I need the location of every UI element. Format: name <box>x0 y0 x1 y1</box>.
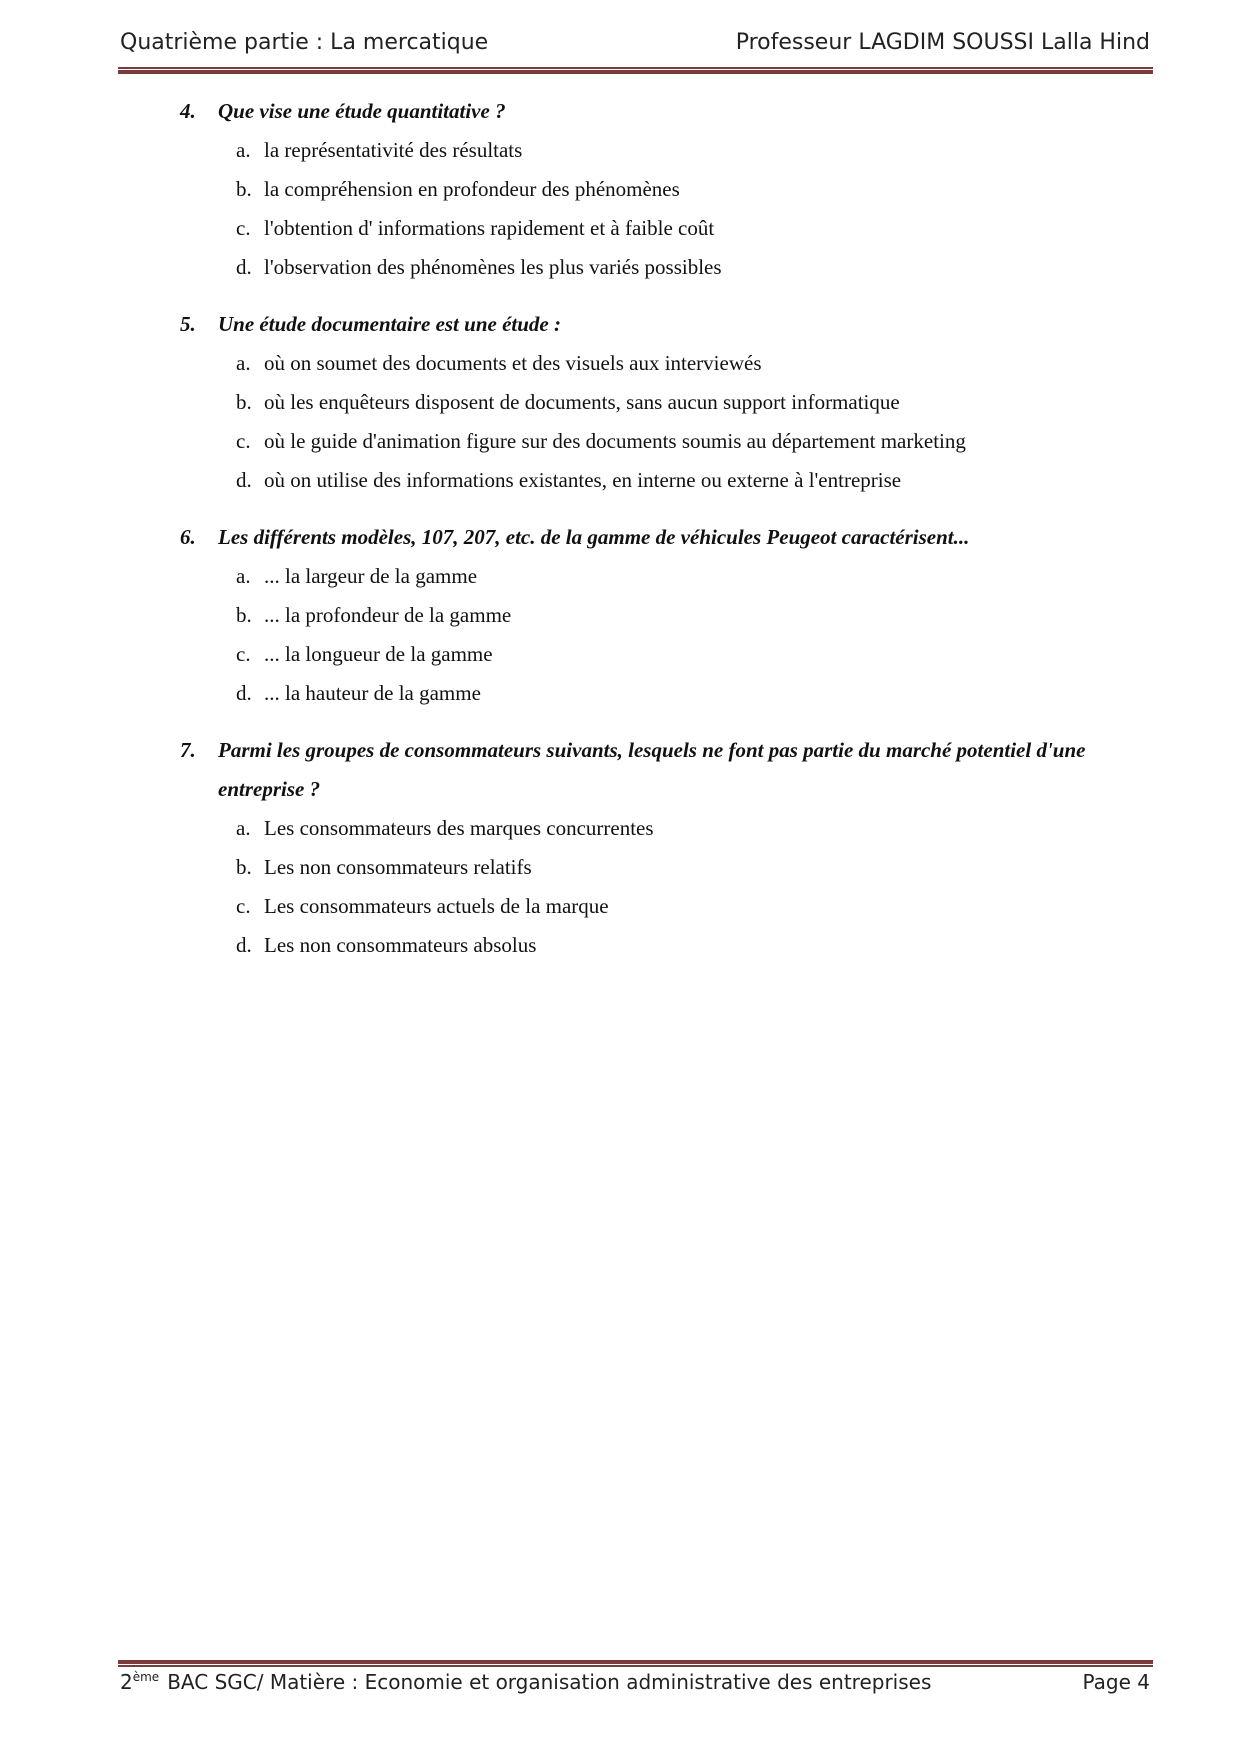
question-number: 5. <box>180 312 196 336</box>
option-b <box>236 383 1140 422</box>
option-letter: d. <box>236 468 252 492</box>
option-text: où on soumet des documents et des visuels aux interviewés <box>264 351 762 375</box>
footer-level-sup: ème <box>132 1670 160 1684</box>
question-list <box>180 92 1140 983</box>
option-text: la compréhension en profondeur des phénomènes <box>264 177 680 201</box>
option-list <box>236 809 1140 965</box>
footer-level-number: 2 <box>120 1670 133 1694</box>
question-text: Que vise une étude quantitative ? <box>218 99 506 123</box>
option-list <box>236 557 1140 713</box>
question-text: Parmi les groupes de consommateurs suivants, lesquels ne font pas partie du marché potentiel d'une entreprise ? <box>218 738 1086 801</box>
option-d <box>236 926 1140 965</box>
option-letter: d. <box>236 933 252 957</box>
option-c <box>236 887 1140 926</box>
header-author: Professeur LAGDIM SOUSSI Lalla Hind <box>735 30 1150 55</box>
option-text: ... la profondeur de la gamme <box>264 603 512 627</box>
option-a <box>236 131 1140 170</box>
option-letter: c. <box>236 894 251 918</box>
option-letter: a. <box>236 138 251 162</box>
question-4 <box>180 92 1140 287</box>
option-a <box>236 809 1140 848</box>
option-letter: b. <box>236 603 252 627</box>
option-b <box>236 848 1140 887</box>
option-text: Les non consommateurs absolus <box>264 933 537 957</box>
option-letter: c. <box>236 429 251 453</box>
option-a <box>236 557 1140 596</box>
option-text: la représentativité des résultats <box>264 138 523 162</box>
option-list <box>236 131 1140 287</box>
option-letter: b. <box>236 855 252 879</box>
header-divider <box>118 67 1153 74</box>
question-number: 7. <box>180 738 196 762</box>
option-letter: b. <box>236 390 252 414</box>
question-text: Une étude documentaire est une étude : <box>218 312 561 336</box>
option-d <box>236 674 1140 713</box>
question-text: Les différents modèles, 107, 207, etc. de la gamme de véhicules Peugeot caractérisent... <box>218 525 970 549</box>
option-text: où les enquêteurs disposent de documents, sans aucun support informatique <box>264 390 900 414</box>
option-letter: b. <box>236 177 252 201</box>
footer-subject: BAC SGC/ Matière : Economie et organisation administrative des entreprises <box>167 1670 932 1694</box>
question-7 <box>180 731 1140 965</box>
option-text: Les non consommateurs relatifs <box>264 855 532 879</box>
option-d <box>236 461 1140 500</box>
option-list <box>236 344 1140 500</box>
option-text: ... la longueur de la gamme <box>264 642 493 666</box>
option-c <box>236 422 1140 461</box>
option-b <box>236 170 1140 209</box>
option-a <box>236 344 1140 383</box>
option-letter: d. <box>236 681 252 705</box>
option-text: Les consommateurs des marques concurrentes <box>264 816 654 840</box>
option-text: ... la largeur de la gamme <box>264 564 478 588</box>
option-text: Les consommateurs actuels de la marque <box>264 894 609 918</box>
option-letter: a. <box>236 564 251 588</box>
option-letter: c. <box>236 216 251 240</box>
option-text: l'observation des phénomènes les plus variés possibles <box>264 255 722 279</box>
question-number: 6. <box>180 525 196 549</box>
page-number: Page 4 <box>1082 1670 1150 1694</box>
option-b <box>236 596 1140 635</box>
option-text: ... la hauteur de la gamme <box>264 681 481 705</box>
question-6 <box>180 518 1140 713</box>
page-footer <box>120 1670 1150 1700</box>
option-text: où on utilise des informations existantes, en interne ou externe à l'entreprise <box>264 468 902 492</box>
question-number: 4. <box>180 99 196 123</box>
page-header <box>120 30 1150 64</box>
option-text: où le guide d'animation figure sur des documents soumis au département marketing <box>264 429 966 453</box>
option-text: l'obtention d' informations rapidement et à faible coût <box>264 216 715 240</box>
option-letter: a. <box>236 816 251 840</box>
option-letter: c. <box>236 642 251 666</box>
footer-divider <box>118 1660 1153 1667</box>
option-c <box>236 209 1140 248</box>
footer-course <box>120 1670 931 1694</box>
question-5 <box>180 305 1140 500</box>
option-letter: a. <box>236 351 251 375</box>
option-c <box>236 635 1140 674</box>
header-section-title: Quatrième partie : La mercatique <box>120 30 489 55</box>
option-d <box>236 248 1140 287</box>
option-letter: d. <box>236 255 252 279</box>
